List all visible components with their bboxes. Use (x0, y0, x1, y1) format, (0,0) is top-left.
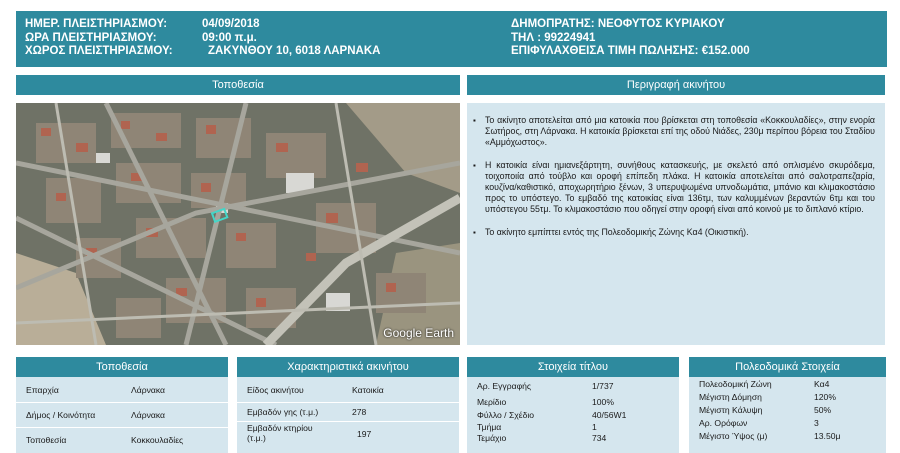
auctioneer-details (511, 18, 750, 59)
google-earth-watermark: Google Earth (383, 326, 454, 340)
auction-place-label: ΧΩΡΟΣ ΠΛΕΙΣΤΗΡΙΑΣΜΟΥ: (25, 45, 173, 57)
reserve-price: ΕΠΙΦΥΛΑΧΘΕΙΣΑ ΤΙΜΗ ΠΩΛΗΣΗΣ: €152.000 (511, 45, 750, 57)
table-row: Αρ. Ορόφων 3 (699, 417, 819, 428)
table-row: Εμβαδόν κτηρίου (τ.μ.) 197 (247, 423, 372, 443)
title-deed-table (467, 377, 679, 453)
table-row: Φύλλο / Σχέδιο 40/56W1 (477, 410, 627, 420)
table-row: Επαρχία Λάρνακα (26, 384, 166, 395)
table-row: Μέγιστη Δόμηση 120% (699, 391, 836, 402)
auction-place: ΖΑΚΥΝΘΟΥ 10, 6018 ΛΑΡΝΑΚΑ (208, 45, 381, 57)
auction-header (16, 11, 887, 67)
table-row: Είδος ακινήτου Κατοικία (247, 384, 384, 395)
auction-time: 09:00 π.μ. (202, 31, 257, 44)
property-table (237, 377, 459, 453)
auctioneer-name: ΔΗΜΟΠΡΑΤΗΣ: ΝΕΟΦΥΤΟΣ ΚΥΡΙΑΚΟΥ (511, 18, 725, 30)
table-row: Τοποθεσία Κοκκουλαδίες (26, 434, 184, 445)
auctioneer-phone: ΤΗΛ : 99224941 (511, 31, 596, 44)
table-row: Δήμος / Κοινότητα Λάρνακα (26, 409, 166, 420)
auction-time-label: ΩΡΑ ΠΛΕΙΣΤΗΡΙΑΣΜΟΥ: (25, 31, 157, 44)
table-row: Αρ. Εγγραφής 1/737 (477, 380, 614, 391)
auction-date-label: ΗΜΕΡ. ΠΛΕΙΣΤΗΡΙΑΣΜΟΥ: (25, 18, 168, 30)
title-table-title: Στοιχεία τίτλου (467, 357, 679, 377)
table-row: Μέγιστο Ύψος (μ) 13.50μ (699, 430, 841, 441)
planning-table (689, 377, 886, 453)
table-row: Μερίδιο 100% (477, 397, 614, 407)
map-image (16, 103, 460, 345)
table-row: Τεμάχιο 734 (477, 433, 607, 443)
description-paragraph-1: ▪ Το ακίνητο αποτελείται από μια κατοικία που βρίσκεται στη τοποθεσία «Κοκκουλαδίες», στην ενορία Σωτήρος, στη Λάρνακα. Η κατοικία βρίσκεται επί της οδού Νιάδες, 230μ περίπου βόρεια του Σταδίου «Αμμόχωστος». (473, 115, 875, 149)
auction-date: 04/09/2018 (202, 18, 260, 30)
map-section-title: Τοποθεσία (16, 75, 460, 95)
location-table-title: Τοποθεσία (16, 357, 228, 377)
location-table (16, 377, 228, 453)
table-row: Πολεοδομική Ζώνη Κα4 (699, 378, 830, 389)
satellite-map[interactable] (16, 103, 460, 345)
table-row: Μέγιστη Κάλυψη 50% (699, 404, 832, 415)
description-paragraph-2: ▪ Η κατοικία είναι ημιανεξάρτητη, συνήθους κατασκευής, με σκελετό από οπλισμένο σκυρόδεμα, τοιχοποιία από τούβλο και οροφή επίπεδη πλάκα. Η κατοικία αποτελείται από σαλοτραπεζαρία, κουζίνα/καθιστικό, αποχωρητήριο ξένων, 3 υπερυψωμένα υπνοδωμάτια, μπάνιο και κλιμακοστάσιο προς το υπόστεγο. Το εμβαδό της κατοικίας είναι 136τμ, των καλυμμένων βεραντών 6τμ και του υπόστεγου 55τμ. Το κλιμακοστάσιο που οδηγεί στην οροφή είναι από κοινού με το διπλανό κτίριο. (473, 160, 875, 216)
description-section-title: Περιγραφή ακινήτου (467, 75, 885, 95)
table-row: Εμβαδόν γης (τ.μ.) 278 (247, 406, 367, 417)
property-table-title: Χαρακτηριστικά ακινήτου (237, 357, 459, 377)
auction-details (25, 18, 380, 59)
property-description (467, 103, 885, 345)
table-row: Τμήμα 1 (477, 421, 597, 432)
description-paragraph-3: ▪ Το ακίνητο εμπίπτει εντός της Πολεοδομικής Ζώνης Κα4 (Οικιστική). (473, 227, 875, 238)
planning-table-title: Πολεοδομικά Στοιχεία (689, 357, 886, 377)
